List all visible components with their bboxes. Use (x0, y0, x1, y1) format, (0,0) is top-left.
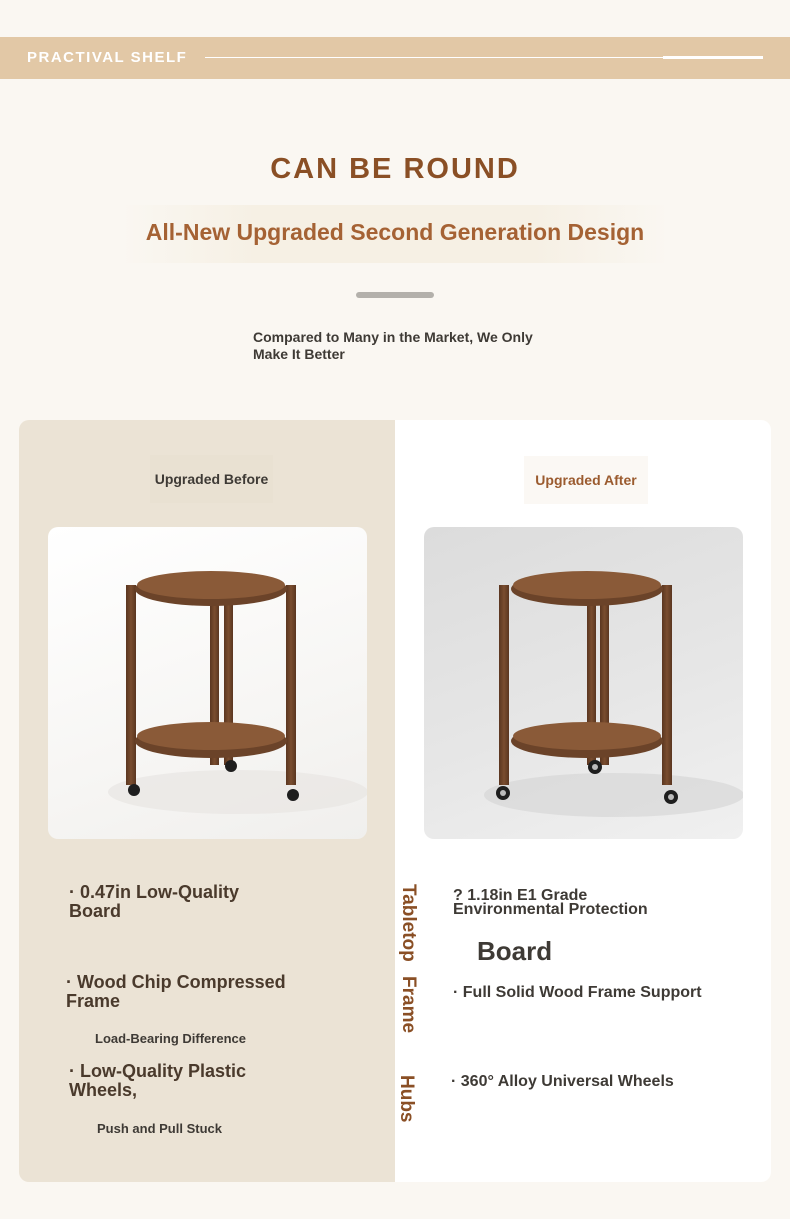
compare-line-1: Compared to Many in the Market, We Only (253, 329, 533, 345)
page-subtitle: All-New Upgraded Second Generation Design (120, 205, 670, 263)
compare-text (253, 329, 553, 363)
before-frame-note: Load-Bearing Difference (95, 1031, 246, 1046)
before-tabletop-feature: · 0.47in Low-Quality Board (69, 882, 240, 921)
before-label: Upgraded Before (150, 455, 273, 503)
after-tabletop-board: Board (477, 936, 553, 966)
header-divider-accent (663, 56, 763, 59)
category-frame: Frame (398, 976, 419, 1034)
after-product-image (424, 527, 743, 839)
before-wheels-note: Push and Pull Stuck (97, 1121, 222, 1136)
round-two-tier-side-table-icon (424, 527, 743, 839)
header-bar (0, 37, 790, 79)
before-product-image (48, 527, 367, 839)
brand-label: PRACTIVAL SHELF (27, 49, 188, 66)
page-title: CAN BE ROUND (270, 153, 520, 185)
after-label: Upgraded After (524, 456, 648, 504)
after-wheels-feature: · 360° Alloy Universal Wheels (451, 1073, 674, 1090)
category-hubs: Hubs (396, 1075, 417, 1123)
before-wheels-feature: · Low-Quality Plastic Wheels, (69, 1061, 247, 1100)
before-frame-feature: · Wood Chip Compressed Frame (66, 972, 286, 1011)
after-tabletop-feature: ? 1.18in E1 Grade Environmental Protection (453, 887, 648, 918)
category-tabletop: Tabletop (398, 884, 419, 962)
compare-line-2: Make It Better (253, 346, 345, 362)
section-divider (356, 292, 434, 298)
after-frame-feature: · Full Solid Wood Frame Support (453, 984, 702, 1001)
round-two-tier-side-table-icon (48, 527, 367, 839)
